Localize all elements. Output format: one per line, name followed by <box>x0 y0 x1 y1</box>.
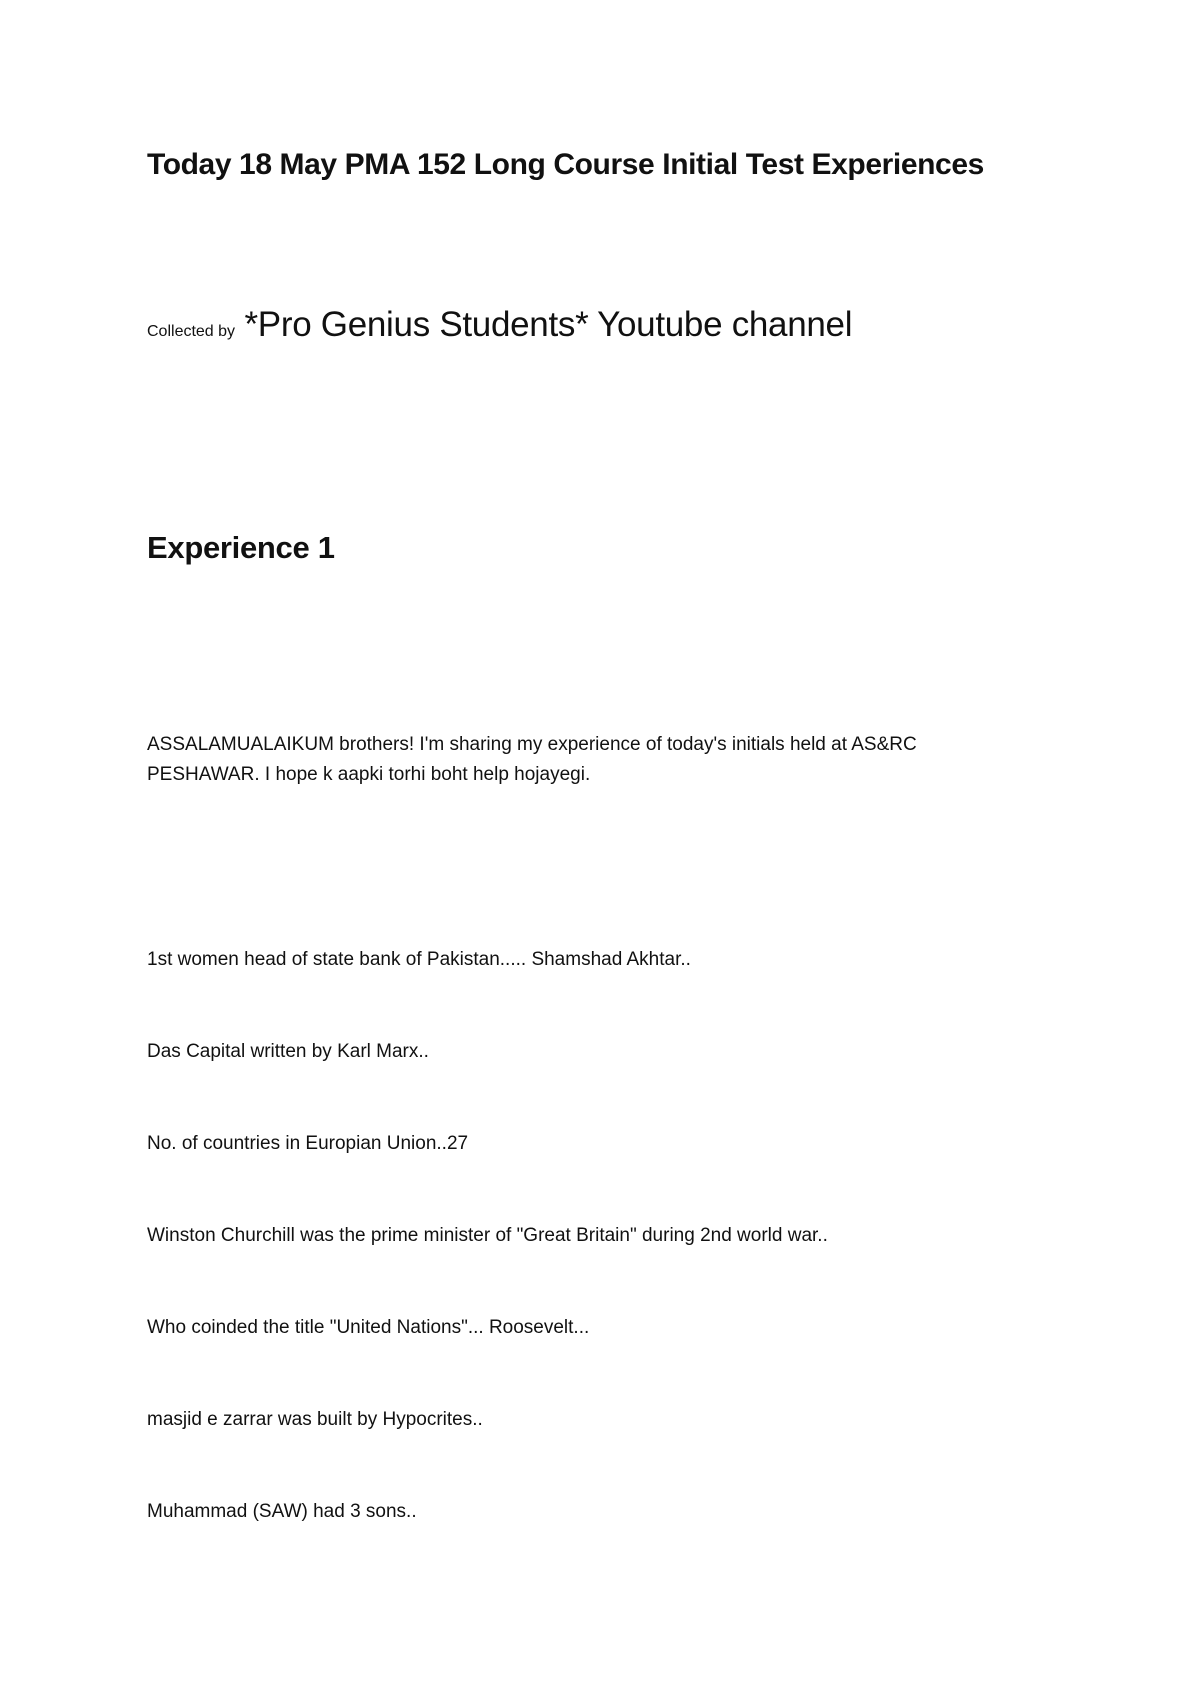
collected-by-label: Collected by <box>147 323 236 340</box>
fact-item-4: Winston Churchill was the prime minister of "Great Britain" during 2nd world war.. <box>147 1225 828 1246</box>
collected-by-source: *Pro Genius Students* Youtube channel <box>244 305 853 344</box>
fact-item-2: Das Capital written by Karl Marx.. <box>147 1041 429 1062</box>
fact-item-5: Who coinded the title "United Nations"... Roosevelt... <box>147 1317 590 1338</box>
fact-item-7: Muhammad (SAW) had 3 sons.. <box>147 1501 417 1522</box>
document-title: Today 18 May PMA 152 Long Course Initial Test Experiences <box>147 148 984 181</box>
fact-item-6: masjid e zarrar was built by Hypocrites.. <box>147 1409 483 1430</box>
section-heading: Experience 1 <box>147 530 335 565</box>
intro-line-1: ASSALAMUALAIKUM brothers! I'm sharing my experience of today's initials held at AS&RC <box>147 734 917 755</box>
collected-by-line <box>147 305 852 345</box>
intro-line-2: PESHAWAR. I hope k aapki torhi boht help hojayegi. <box>147 764 591 785</box>
fact-item-1: 1st women head of state bank of Pakistan..... Shamshad Akhtar.. <box>147 949 691 970</box>
fact-item-3: No. of countries in Europian Union..27 <box>147 1133 469 1154</box>
intro-paragraph <box>147 730 1007 790</box>
